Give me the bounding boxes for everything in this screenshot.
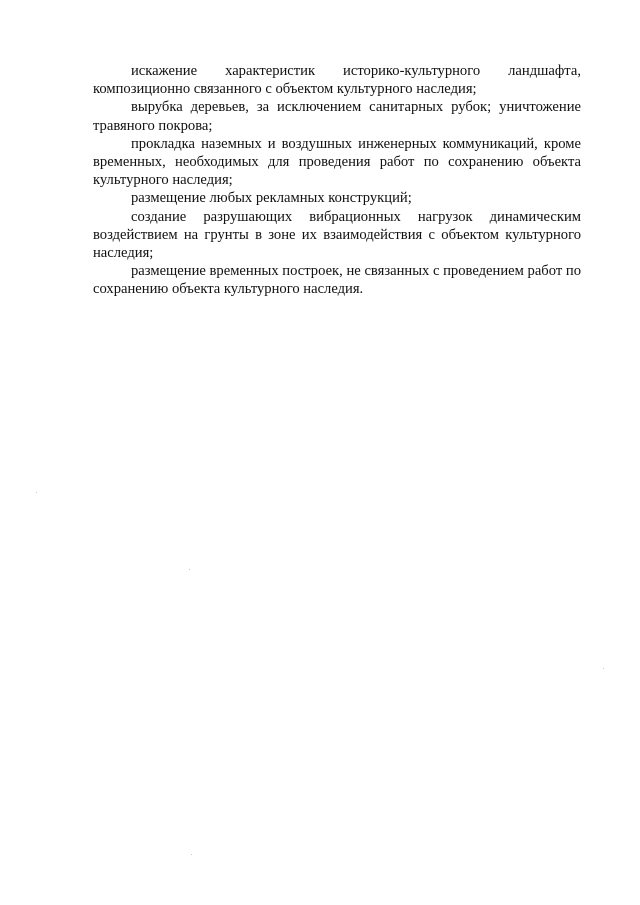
- paragraph-temporary-buildings: размещение временных построек, не связанных с проведением работ по сохранению объекта культурного наследия.: [93, 263, 581, 298]
- paragraph-landscape-distortion: искажение характеристик историко-культурного ландшафта, композиционно связанного с объектом культурного наследия;: [93, 63, 581, 98]
- paragraph-tree-felling: вырубка деревьев, за исключением санитарных рубок; уничтожение травяного покрова;: [93, 99, 581, 134]
- scan-speck: [603, 668, 604, 669]
- scan-speck: [191, 854, 192, 855]
- paragraph-advertising: размещение любых рекламных конструкций;: [131, 190, 412, 207]
- paragraph-utility-lines: прокладка наземных и воздушных инженерных коммуникаций, кроме временных, необходимых для проведения работ по сохранению объекта культурного наследия;: [93, 135, 581, 189]
- paragraph-vibration-loads: создание разрушающих вибрационных нагрузок динамическим воздействием на грунты в зоне их взаимодействия с объектом культурного наследия;: [93, 208, 581, 262]
- scan-speck: [189, 569, 190, 570]
- document-body: [93, 62, 581, 299]
- scan-speck: [36, 492, 37, 493]
